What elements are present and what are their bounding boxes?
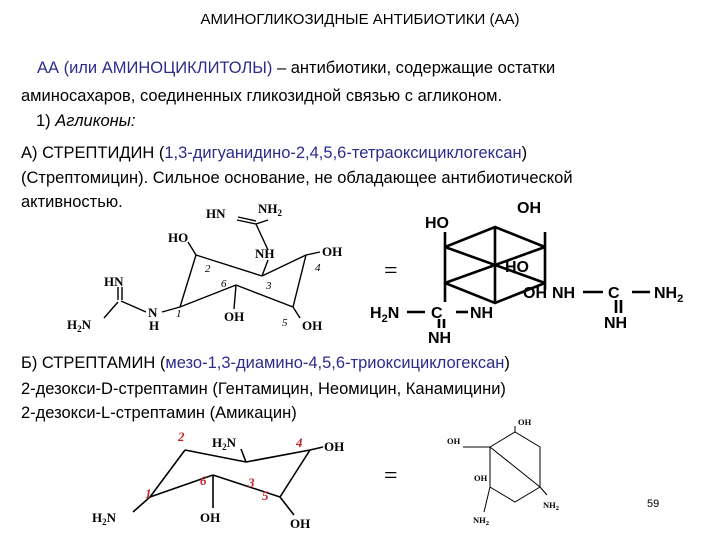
streptamine-position-2: 2 — [178, 429, 185, 444]
streptamine-h2n-left-label: $H_2N$ — [92, 510, 117, 527]
streptidine-h-label: H — [149, 318, 160, 333]
aglycones-number: 1) — [36, 112, 56, 130]
streptidine-h2n-label: $H_2N$ — [67, 317, 92, 334]
streptidine-hn-top-label: HN — [206, 206, 226, 221]
streptidine-hex-c-right-label: C — [608, 285, 620, 302]
streptidine-hex-ho-top-label: HO — [425, 215, 449, 232]
streptidine-hex-nh-right-label: NH — [552, 285, 576, 302]
intro-line-2: аминосахаров, соединенных гликозидной связью с агликоном. — [21, 87, 503, 105]
streptamine-oh-bottom-label: OH — [200, 510, 221, 525]
streptidine-hex-c-left-label: C — [431, 305, 443, 322]
section-b-chem-name: мезо-1,3-диамино-4,5,6-триоксициклогексан — [165, 354, 505, 372]
streptidine-hex-structure — [407, 227, 650, 328]
page-number: 59 — [647, 498, 660, 510]
slide-title: АМИНОГЛИКОЗИДНЫЕ АНТИБИОТИКИ (АА) — [200, 11, 520, 28]
streptidine-hex-ho-mid-label: HO — [505, 259, 529, 276]
section-b-prefix: Б) СТРЕПТАМИН ( — [21, 354, 166, 372]
streptidine-oh-bottom-label: OH — [224, 309, 245, 324]
intro-term: АА (или АМИНОЦИКЛИТОЛЫ) — [37, 59, 273, 77]
streptidine-position-1: 1 — [176, 308, 182, 320]
streptamine-h2n-top-label: $H_2N$ — [212, 435, 237, 452]
streptamine-hex-oh-left-label: OH — [447, 436, 461, 446]
intro-rest: – антибиотики, содержащие остатки — [272, 59, 556, 77]
streptidine-position-5: 5 — [282, 317, 288, 329]
streptamine-hex-oh-inner-label: OH — [474, 473, 488, 483]
equals-sign-a: = — [384, 258, 398, 284]
equals-sign-b: = — [384, 463, 398, 489]
section-a-prefix: А) СТРЕПТИДИН ( — [21, 144, 165, 162]
section-b-line-2: 2-дезокси-D-стрептамин (Гентамицин, Неомицин, Канамицини) — [21, 380, 506, 398]
section-a-suffix: ) — [521, 144, 528, 162]
streptidine-position-6: 6 — [221, 278, 227, 290]
streptidine-ho-label: HO — [168, 230, 189, 245]
streptamine-hex-nh2-right-label: $NH_2$ — [543, 500, 559, 512]
streptidine-position-2: 2 — [205, 263, 211, 275]
streptamine-oh-right-label: OH — [324, 439, 345, 454]
streptidine-hex-nh-right-bottom-label: NH — [604, 315, 628, 332]
streptidine-hex-oh-top-label: OH — [517, 200, 541, 217]
streptidine-oh-right-label: OH — [322, 244, 343, 259]
streptidine-nh-label: NH — [255, 246, 275, 261]
streptidine-hex-nh-left-bottom-label: NH — [428, 330, 452, 347]
streptamine-position-4: 4 — [296, 435, 303, 450]
streptidine-chair-structure — [104, 217, 320, 318]
streptamine-position-3: 3 — [248, 475, 255, 490]
streptamine-oh-bottom-right-label: OH — [290, 516, 311, 531]
streptamine-chair-structure — [133, 447, 323, 515]
streptamine-position-5: 5 — [262, 488, 269, 503]
streptidine-nh2-top-label: $NH_2$ — [258, 201, 282, 218]
streptidine-hex-h2n-label: $H_2N$ — [370, 305, 400, 325]
streptamine-hex-nh2-bottom-label: $NH_2$ — [473, 515, 489, 527]
streptidine-position-4: 4 — [315, 262, 321, 274]
streptidine-oh-bottom-right-label: OH — [302, 318, 323, 333]
section-a-line-2: (Стрептомицин). Сильное основание, не обладающее антибиотической — [21, 169, 573, 187]
streptidine-hex-nh-left-label: NH — [470, 305, 494, 322]
aglycones-label: Агликоны: — [55, 112, 136, 130]
streptidine-position-3: 3 — [266, 280, 272, 292]
streptidine-hn-left-label: HN — [104, 274, 124, 289]
section-a-line-3: активностью. — [21, 193, 123, 211]
streptidine-hex-nh2-right-label: $NH_2$ — [654, 285, 684, 305]
streptamine-position-1: 1 — [145, 486, 152, 501]
streptamine-position-6: 6 — [200, 473, 207, 488]
section-a-chem-name: 1,3-дигуанидино-2,4,5,6-тетраоксициклогексан — [164, 144, 522, 162]
section-b-line-3: 2-дезокси-L-стрептамин (Амикацин) — [21, 404, 297, 422]
streptidine-hex-oh-mid-label: OH — [523, 285, 547, 302]
streptamine-hex-oh-top-label: OH — [518, 417, 532, 427]
streptamine-hex-structure — [463, 426, 547, 512]
streptidine-n-label: N — [148, 305, 158, 320]
section-b-suffix: ) — [504, 354, 510, 372]
